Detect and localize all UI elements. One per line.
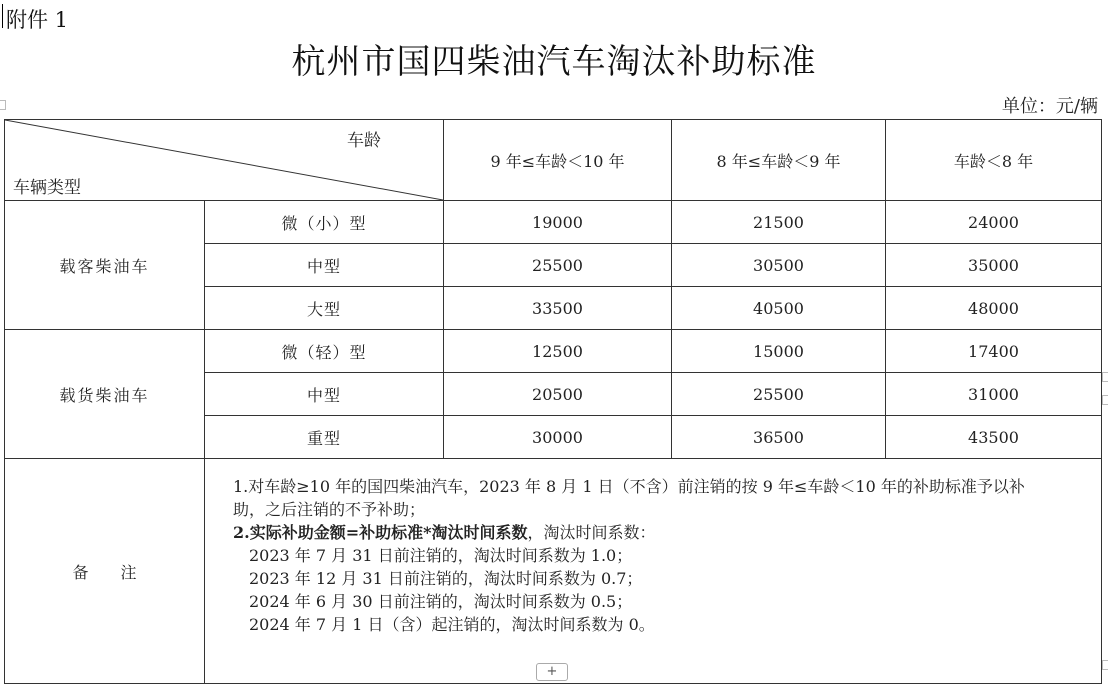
- value-cell: 35000: [886, 244, 1102, 287]
- note-line: 助，之后注销的不予补助；: [233, 500, 426, 519]
- value-cell: 17400: [886, 330, 1102, 373]
- coefficient-line: 2024 年 7 月 1 日（含）起注销的，淘汰时间系数为 0。: [249, 615, 655, 634]
- corner-row-axis-label: 车辆类型: [13, 178, 81, 198]
- vehicle-type-cell: 中型: [205, 373, 444, 416]
- coefficient-line: 2024 年 6 月 30 日前注销的，淘汰时间系数为 0.5；: [249, 592, 633, 611]
- page-edge-marker: [1102, 395, 1108, 405]
- vehicle-type-cell: 大型: [205, 287, 444, 330]
- value-cell: 30000: [444, 416, 672, 459]
- unit-label: 单位：元/辆: [1001, 96, 1098, 117]
- note-formula: 2.实际补助金额=补助标准*淘汰时间系数: [233, 523, 528, 542]
- table-header-row: [5, 120, 1102, 201]
- note-line: 1.对车龄≥10 年的国四柴油汽车，2023 年 8 月 1 日（不含）前注销的按 9 年≤车龄＜10 年的补助标准予以补: [233, 477, 1025, 496]
- page-edge-marker: [1102, 660, 1108, 670]
- value-cell: 31000: [886, 373, 1102, 416]
- group-label-cargo: 载货柴油车: [5, 330, 205, 459]
- column-header: 9 年≤车龄＜10 年: [444, 120, 672, 201]
- vehicle-type-cell: 重型: [205, 416, 444, 459]
- notes-row: [5, 459, 1102, 684]
- value-cell: 21500: [672, 201, 886, 244]
- table-row: [5, 201, 1102, 244]
- page-edge-marker: [0, 100, 6, 110]
- table-row: [5, 330, 1102, 373]
- column-header: 车龄＜8 年: [886, 120, 1102, 201]
- subsidy-table: [4, 119, 1102, 684]
- coefficient-line: 2023 年 7 月 31 日前注销的，淘汰时间系数为 1.0；: [249, 546, 633, 565]
- value-cell: 24000: [886, 201, 1102, 244]
- column-header: 8 年≤车龄＜9 年: [672, 120, 886, 201]
- note-formula-suffix: ，淘汰时间系数：: [527, 523, 656, 542]
- corner-header-cell: [5, 120, 444, 201]
- group-label-passenger: 载客柴油车: [5, 201, 205, 330]
- value-cell: 19000: [444, 201, 672, 244]
- page-edge-marker: [1102, 372, 1108, 382]
- value-cell: 25500: [672, 373, 886, 416]
- vehicle-type-cell: 微（小）型: [205, 201, 444, 244]
- value-cell: 33500: [444, 287, 672, 330]
- vehicle-type-cell: 中型: [205, 244, 444, 287]
- notes-label: 备 注: [5, 459, 205, 684]
- value-cell: 25500: [444, 244, 672, 287]
- value-cell: 30500: [672, 244, 886, 287]
- value-cell: 43500: [886, 416, 1102, 459]
- value-cell: 20500: [444, 373, 672, 416]
- coefficient-line: 2023 年 12 月 31 日前注销的，淘汰时间系数为 0.7；: [249, 569, 643, 588]
- value-cell: 48000: [886, 287, 1102, 330]
- corner-col-axis-label: 车龄: [347, 131, 381, 151]
- text-cursor: [2, 4, 3, 28]
- add-row-button[interactable]: +: [536, 663, 568, 681]
- value-cell: 15000: [672, 330, 886, 373]
- value-cell: 12500: [444, 330, 672, 373]
- value-cell: 40500: [672, 287, 886, 330]
- vehicle-type-cell: 微（轻）型: [205, 330, 444, 373]
- attachment-label: 附件 1: [6, 8, 69, 32]
- note-line: [233, 521, 1091, 544]
- value-cell: 36500: [672, 416, 886, 459]
- page-title: 杭州市国四柴油汽车淘汰补助标准: [291, 42, 817, 82]
- notes-cell: [205, 459, 1102, 684]
